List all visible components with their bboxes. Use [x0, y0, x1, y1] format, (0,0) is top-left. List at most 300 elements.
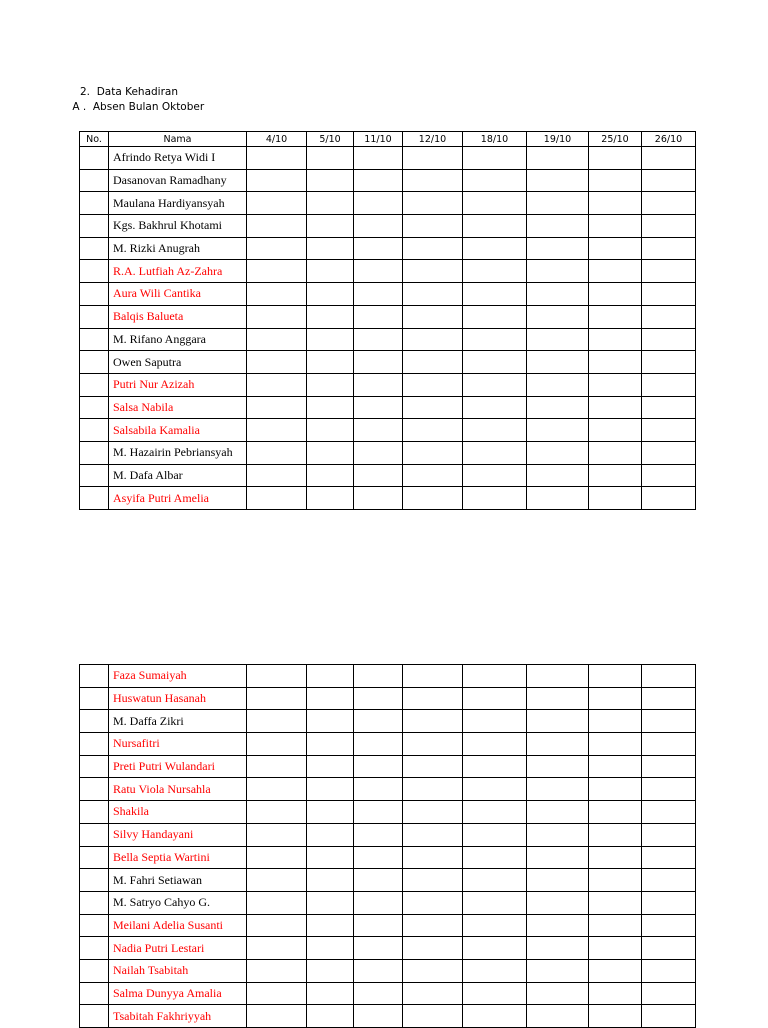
table-row	[80, 665, 696, 688]
attendance-cell[interactable]	[589, 846, 642, 869]
attendance-cell[interactable]	[247, 801, 307, 824]
attendance-cell[interactable]	[642, 687, 696, 710]
attendance-cell[interactable]	[307, 937, 354, 960]
attendance-cell[interactable]	[589, 710, 642, 733]
attendance-cell[interactable]	[247, 192, 307, 215]
attendance-cell[interactable]	[247, 891, 307, 914]
attendance-cell[interactable]	[527, 487, 589, 510]
row-number-cell	[80, 487, 109, 510]
attendance-cell[interactable]	[307, 487, 354, 510]
attendance-cell[interactable]	[403, 891, 463, 914]
attendance-cell[interactable]	[247, 441, 307, 464]
attendance-cell[interactable]	[527, 801, 589, 824]
attendance-cell[interactable]	[307, 396, 354, 419]
attendance-cell[interactable]	[247, 373, 307, 396]
attendance-cell[interactable]	[589, 169, 642, 192]
attendance-cell[interactable]	[527, 464, 589, 487]
attendance-cell[interactable]	[527, 937, 589, 960]
attendance-cell[interactable]	[354, 373, 403, 396]
attendance-cell[interactable]	[307, 373, 354, 396]
attendance-cell[interactable]	[463, 687, 527, 710]
attendance-cell[interactable]	[589, 665, 642, 688]
attendance-cell[interactable]	[354, 419, 403, 442]
attendance-cell[interactable]	[354, 869, 403, 892]
attendance-cell[interactable]	[589, 823, 642, 846]
attendance-cell[interactable]	[247, 846, 307, 869]
attendance-cell[interactable]	[642, 891, 696, 914]
attendance-cell[interactable]	[307, 755, 354, 778]
student-name: Preti Putri Wulandari	[109, 755, 247, 778]
attendance-cell[interactable]	[354, 147, 403, 170]
attendance-cell[interactable]	[527, 959, 589, 982]
attendance-cell[interactable]	[589, 351, 642, 374]
attendance-cell[interactable]	[589, 959, 642, 982]
attendance-cell[interactable]	[403, 283, 463, 306]
attendance-cell[interactable]	[463, 373, 527, 396]
attendance-cell[interactable]	[354, 1005, 403, 1028]
attendance-cell[interactable]	[527, 192, 589, 215]
attendance-cell[interactable]	[247, 487, 307, 510]
table-row	[80, 283, 696, 306]
attendance-cell[interactable]	[307, 891, 354, 914]
attendance-cell[interactable]	[463, 283, 527, 306]
attendance-cell[interactable]	[354, 801, 403, 824]
table-row	[80, 305, 696, 328]
attendance-cell[interactable]	[307, 869, 354, 892]
attendance-cell[interactable]	[354, 778, 403, 801]
attendance-cell[interactable]	[589, 328, 642, 351]
row-number-cell	[80, 710, 109, 733]
attendance-cell[interactable]	[527, 351, 589, 374]
attendance-cell[interactable]	[354, 937, 403, 960]
attendance-cell[interactable]	[307, 215, 354, 238]
table-row	[80, 733, 696, 756]
attendance-cell[interactable]	[403, 396, 463, 419]
table-row	[80, 959, 696, 982]
student-name: Shakila	[109, 801, 247, 824]
attendance-cell[interactable]	[589, 755, 642, 778]
attendance-cell[interactable]	[354, 441, 403, 464]
row-number-cell	[80, 733, 109, 756]
attendance-cell[interactable]	[589, 733, 642, 756]
attendance-cell[interactable]	[403, 373, 463, 396]
attendance-cell[interactable]	[642, 464, 696, 487]
attendance-cell[interactable]	[307, 237, 354, 260]
attendance-cell[interactable]	[589, 801, 642, 824]
subsection-title: A . Absen Bulan Oktober	[69, 101, 205, 113]
attendance-cell[interactable]	[403, 665, 463, 688]
attendance-cell[interactable]	[642, 869, 696, 892]
attendance-cell[interactable]	[403, 441, 463, 464]
attendance-cell[interactable]	[403, 755, 463, 778]
attendance-cell[interactable]	[354, 959, 403, 982]
attendance-cell[interactable]	[247, 755, 307, 778]
attendance-cell[interactable]	[642, 755, 696, 778]
attendance-cell[interactable]	[403, 937, 463, 960]
attendance-cell[interactable]	[403, 351, 463, 374]
attendance-cell[interactable]	[403, 959, 463, 982]
attendance-cell[interactable]	[247, 351, 307, 374]
table-row	[80, 801, 696, 824]
attendance-cell[interactable]	[307, 846, 354, 869]
row-number-cell	[80, 823, 109, 846]
attendance-cell[interactable]	[589, 914, 642, 937]
attendance-cell[interactable]	[307, 914, 354, 937]
row-number-cell	[80, 891, 109, 914]
attendance-cell[interactable]	[247, 237, 307, 260]
attendance-cell[interactable]	[354, 914, 403, 937]
attendance-cell[interactable]	[463, 959, 527, 982]
attendance-cell[interactable]	[354, 665, 403, 688]
row-number-cell	[80, 687, 109, 710]
row-number-cell	[80, 778, 109, 801]
attendance-cell[interactable]	[354, 487, 403, 510]
attendance-cell[interactable]	[354, 237, 403, 260]
attendance-cell[interactable]	[463, 215, 527, 238]
attendance-cell[interactable]	[247, 937, 307, 960]
attendance-cell[interactable]	[403, 733, 463, 756]
attendance-cell[interactable]	[527, 891, 589, 914]
attendance-cell[interactable]	[403, 169, 463, 192]
attendance-cell[interactable]	[527, 260, 589, 283]
attendance-cell[interactable]	[354, 710, 403, 733]
attendance-cell[interactable]	[354, 982, 403, 1005]
attendance-cell[interactable]	[354, 305, 403, 328]
attendance-cell[interactable]	[642, 215, 696, 238]
attendance-cell[interactable]	[403, 982, 463, 1005]
attendance-cell[interactable]	[403, 914, 463, 937]
attendance-cell[interactable]	[403, 869, 463, 892]
attendance-cell[interactable]	[642, 665, 696, 688]
attendance-cell[interactable]	[247, 982, 307, 1005]
attendance-cell[interactable]	[589, 215, 642, 238]
attendance-cell[interactable]	[589, 419, 642, 442]
attendance-cell[interactable]	[527, 283, 589, 306]
attendance-cell[interactable]	[527, 237, 589, 260]
student-name: Kgs. Bakhrul Khotami	[109, 215, 247, 238]
student-name: Ratu Viola Nursahla	[109, 778, 247, 801]
attendance-cell[interactable]	[527, 373, 589, 396]
header-nama: Nama	[109, 132, 247, 147]
attendance-table-1-body	[80, 147, 696, 510]
attendance-cell[interactable]	[527, 755, 589, 778]
attendance-cell[interactable]	[403, 846, 463, 869]
attendance-cell[interactable]	[642, 441, 696, 464]
attendance-cell[interactable]	[247, 283, 307, 306]
attendance-cell[interactable]	[463, 260, 527, 283]
attendance-cell[interactable]	[463, 147, 527, 170]
row-number-cell	[80, 755, 109, 778]
attendance-cell[interactable]	[589, 982, 642, 1005]
attendance-cell[interactable]	[642, 373, 696, 396]
attendance-cell[interactable]	[403, 823, 463, 846]
attendance-cell[interactable]	[642, 283, 696, 306]
table-row	[80, 778, 696, 801]
attendance-cell[interactable]	[589, 687, 642, 710]
attendance-cell[interactable]	[463, 823, 527, 846]
attendance-cell[interactable]	[307, 351, 354, 374]
attendance-cell[interactable]	[307, 1005, 354, 1028]
attendance-cell[interactable]	[642, 487, 696, 510]
attendance-cell[interactable]	[463, 487, 527, 510]
attendance-cell[interactable]	[307, 464, 354, 487]
attendance-cell[interactable]	[589, 937, 642, 960]
row-number-cell	[80, 215, 109, 238]
attendance-cell[interactable]	[354, 755, 403, 778]
attendance-cell[interactable]	[463, 237, 527, 260]
attendance-cell[interactable]	[354, 260, 403, 283]
attendance-cell[interactable]	[642, 914, 696, 937]
attendance-cell[interactable]	[589, 260, 642, 283]
attendance-cell[interactable]	[642, 260, 696, 283]
attendance-cell[interactable]	[247, 215, 307, 238]
attendance-cell[interactable]	[463, 419, 527, 442]
attendance-cell[interactable]	[527, 710, 589, 733]
attendance-cell[interactable]	[589, 869, 642, 892]
attendance-cell[interactable]	[307, 733, 354, 756]
attendance-cell[interactable]	[354, 464, 403, 487]
attendance-cell[interactable]	[527, 419, 589, 442]
attendance-cell[interactable]	[463, 351, 527, 374]
table-row	[80, 687, 696, 710]
attendance-cell[interactable]	[247, 710, 307, 733]
attendance-cell[interactable]	[642, 1005, 696, 1028]
row-number-cell	[80, 937, 109, 960]
header-date-26-10: 26/10	[642, 132, 696, 147]
attendance-cell[interactable]	[247, 147, 307, 170]
student-name: M. Rifano Anggara	[109, 328, 247, 351]
attendance-cell[interactable]	[403, 147, 463, 170]
attendance-cell[interactable]	[247, 260, 307, 283]
attendance-cell[interactable]	[527, 147, 589, 170]
student-name: Salsa Nabila	[109, 396, 247, 419]
attendance-cell[interactable]	[527, 869, 589, 892]
attendance-cell[interactable]	[642, 147, 696, 170]
attendance-cell[interactable]	[307, 665, 354, 688]
attendance-cell[interactable]	[527, 823, 589, 846]
attendance-cell[interactable]	[247, 464, 307, 487]
attendance-cell[interactable]	[307, 687, 354, 710]
attendance-cell[interactable]	[642, 959, 696, 982]
attendance-cell[interactable]	[589, 305, 642, 328]
attendance-cell[interactable]	[589, 1005, 642, 1028]
attendance-cell[interactable]	[463, 441, 527, 464]
table-row	[80, 1005, 696, 1028]
attendance-cell[interactable]	[307, 328, 354, 351]
attendance-cell[interactable]	[403, 801, 463, 824]
attendance-cell[interactable]	[642, 710, 696, 733]
attendance-cell[interactable]	[403, 778, 463, 801]
attendance-cell[interactable]	[247, 305, 307, 328]
table-row	[80, 373, 696, 396]
attendance-cell[interactable]	[589, 373, 642, 396]
attendance-cell[interactable]	[527, 215, 589, 238]
attendance-cell[interactable]	[527, 778, 589, 801]
attendance-cell[interactable]	[403, 192, 463, 215]
attendance-cell[interactable]	[463, 846, 527, 869]
attendance-cell[interactable]	[354, 192, 403, 215]
attendance-cell[interactable]	[247, 959, 307, 982]
attendance-cell[interactable]	[642, 846, 696, 869]
attendance-cell[interactable]	[642, 305, 696, 328]
attendance-cell[interactable]	[247, 396, 307, 419]
attendance-cell[interactable]	[307, 982, 354, 1005]
attendance-cell[interactable]	[403, 487, 463, 510]
attendance-cell[interactable]	[463, 710, 527, 733]
attendance-cell[interactable]	[403, 687, 463, 710]
attendance-cell[interactable]	[463, 801, 527, 824]
attendance-cell[interactable]	[307, 419, 354, 442]
row-number-cell	[80, 373, 109, 396]
attendance-cell[interactable]	[403, 305, 463, 328]
student-name: Meilani Adelia Susanti	[109, 914, 247, 937]
attendance-cell[interactable]	[403, 710, 463, 733]
attendance-cell[interactable]	[307, 823, 354, 846]
table-row	[80, 464, 696, 487]
attendance-cell[interactable]	[589, 237, 642, 260]
attendance-cell[interactable]	[247, 1005, 307, 1028]
attendance-cell[interactable]	[463, 192, 527, 215]
attendance-cell[interactable]	[463, 937, 527, 960]
attendance-cell[interactable]	[527, 687, 589, 710]
attendance-cell[interactable]	[247, 778, 307, 801]
attendance-cell[interactable]	[463, 464, 527, 487]
attendance-cell[interactable]	[307, 192, 354, 215]
row-number-cell	[80, 328, 109, 351]
attendance-cell[interactable]	[527, 441, 589, 464]
attendance-cell[interactable]	[589, 147, 642, 170]
attendance-cell[interactable]	[403, 419, 463, 442]
attendance-cell[interactable]	[463, 869, 527, 892]
attendance-cell[interactable]	[589, 192, 642, 215]
attendance-cell[interactable]	[589, 396, 642, 419]
attendance-cell[interactable]	[403, 1005, 463, 1028]
attendance-cell[interactable]	[463, 328, 527, 351]
attendance-cell[interactable]	[589, 464, 642, 487]
attendance-cell[interactable]	[642, 801, 696, 824]
attendance-cell[interactable]	[463, 1005, 527, 1028]
attendance-cell[interactable]	[527, 169, 589, 192]
attendance-cell[interactable]	[527, 328, 589, 351]
attendance-cell[interactable]	[354, 687, 403, 710]
table-row	[80, 237, 696, 260]
attendance-cell[interactable]	[642, 733, 696, 756]
attendance-cell[interactable]	[463, 982, 527, 1005]
attendance-cell[interactable]	[354, 891, 403, 914]
attendance-cell[interactable]	[527, 733, 589, 756]
attendance-cell[interactable]	[307, 710, 354, 733]
attendance-cell[interactable]	[247, 328, 307, 351]
attendance-cell[interactable]	[354, 328, 403, 351]
attendance-cell[interactable]	[642, 169, 696, 192]
attendance-cell[interactable]	[463, 305, 527, 328]
attendance-cell[interactable]	[247, 419, 307, 442]
attendance-cell[interactable]	[589, 441, 642, 464]
attendance-cell[interactable]	[642, 823, 696, 846]
table-row	[80, 260, 696, 283]
attendance-cell[interactable]	[642, 192, 696, 215]
attendance-cell[interactable]	[642, 982, 696, 1005]
attendance-cell[interactable]	[642, 937, 696, 960]
table-row	[80, 823, 696, 846]
attendance-cell[interactable]	[307, 959, 354, 982]
row-number-cell	[80, 665, 109, 688]
attendance-cell[interactable]	[307, 147, 354, 170]
attendance-cell[interactable]	[527, 846, 589, 869]
attendance-cell[interactable]	[642, 351, 696, 374]
attendance-cell[interactable]	[354, 169, 403, 192]
attendance-cell[interactable]	[247, 823, 307, 846]
attendance-cell[interactable]	[247, 869, 307, 892]
attendance-cell[interactable]	[463, 665, 527, 688]
attendance-cell[interactable]	[247, 733, 307, 756]
attendance-table-1	[79, 131, 696, 510]
attendance-cell[interactable]	[527, 305, 589, 328]
attendance-cell[interactable]	[527, 1005, 589, 1028]
attendance-cell[interactable]	[403, 260, 463, 283]
row-number-cell	[80, 169, 109, 192]
attendance-cell[interactable]	[527, 914, 589, 937]
attendance-cell[interactable]	[307, 801, 354, 824]
attendance-cell[interactable]	[403, 215, 463, 238]
attendance-cell[interactable]	[527, 665, 589, 688]
attendance-cell[interactable]	[307, 441, 354, 464]
row-number-cell	[80, 869, 109, 892]
attendance-cell[interactable]	[403, 237, 463, 260]
attendance-cell[interactable]	[403, 464, 463, 487]
attendance-cell[interactable]	[463, 733, 527, 756]
attendance-cell[interactable]	[247, 914, 307, 937]
attendance-cell[interactable]	[307, 305, 354, 328]
attendance-cell[interactable]	[354, 351, 403, 374]
attendance-cell[interactable]	[247, 665, 307, 688]
attendance-cell[interactable]	[354, 215, 403, 238]
attendance-cell[interactable]	[463, 778, 527, 801]
attendance-cell[interactable]	[589, 891, 642, 914]
attendance-cell[interactable]	[307, 778, 354, 801]
student-name: M. Dafa Albar	[109, 464, 247, 487]
table-row	[80, 192, 696, 215]
attendance-cell[interactable]	[354, 396, 403, 419]
attendance-cell[interactable]	[463, 396, 527, 419]
attendance-cell[interactable]	[354, 283, 403, 306]
row-number-cell	[80, 441, 109, 464]
attendance-cell[interactable]	[589, 283, 642, 306]
attendance-cell[interactable]	[527, 396, 589, 419]
attendance-cell[interactable]	[354, 733, 403, 756]
attendance-cell[interactable]	[247, 169, 307, 192]
attendance-cell[interactable]	[589, 487, 642, 510]
attendance-cell[interactable]	[642, 396, 696, 419]
attendance-cell[interactable]	[307, 283, 354, 306]
attendance-cell[interactable]	[463, 169, 527, 192]
attendance-cell[interactable]	[354, 846, 403, 869]
attendance-cell[interactable]	[642, 328, 696, 351]
attendance-cell[interactable]	[307, 169, 354, 192]
attendance-cell[interactable]	[463, 914, 527, 937]
attendance-cell[interactable]	[642, 778, 696, 801]
attendance-cell[interactable]	[642, 237, 696, 260]
attendance-cell[interactable]	[354, 823, 403, 846]
attendance-cell[interactable]	[589, 778, 642, 801]
attendance-cell[interactable]	[642, 419, 696, 442]
attendance-cell[interactable]	[403, 328, 463, 351]
attendance-cell[interactable]	[307, 260, 354, 283]
attendance-cell[interactable]	[527, 982, 589, 1005]
attendance-cell[interactable]	[463, 755, 527, 778]
attendance-cell[interactable]	[247, 687, 307, 710]
attendance-cell[interactable]	[463, 891, 527, 914]
